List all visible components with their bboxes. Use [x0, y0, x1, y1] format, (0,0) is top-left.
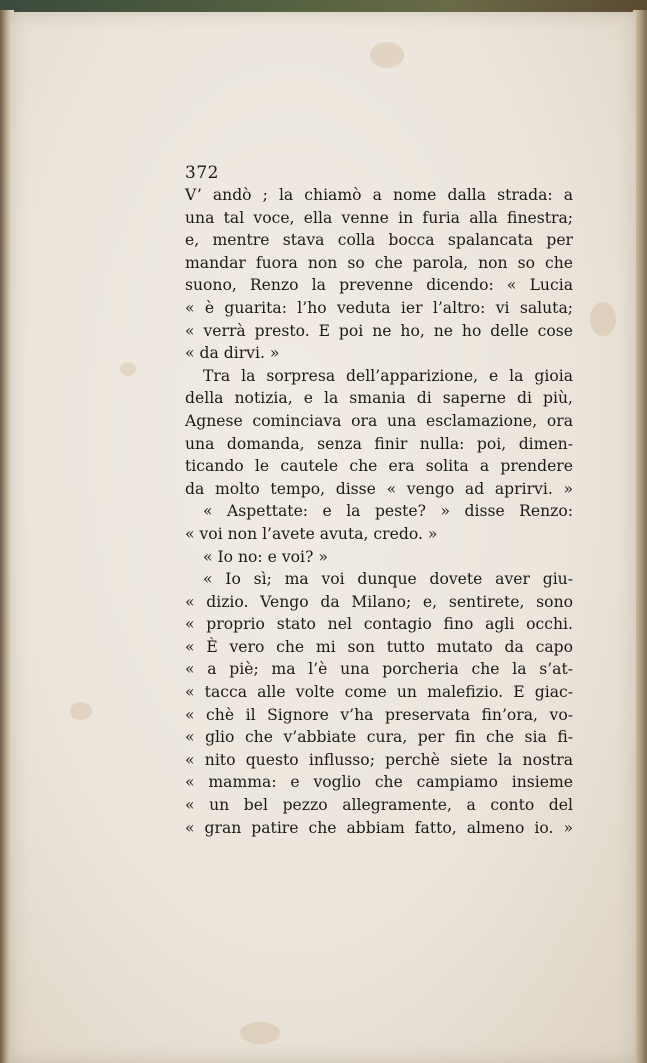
- text-line: della notizia, e la smania di saperne di più,: [185, 389, 573, 408]
- text-line: « Io sì; ma voi dunque dovete aver giu-: [203, 570, 573, 589]
- text-line: « mamma: e voglio che campiamo insieme: [185, 773, 573, 792]
- paper-stain: [70, 702, 92, 720]
- text-line: « chè il Signore v’ha preservata fin’ora, vo-: [185, 705, 573, 724]
- paper-stain: [590, 302, 616, 336]
- text-line: « voi non l’avete avuta, credo. »: [185, 524, 438, 543]
- text-line: Agnese cominciava ora una esclamazione, ora: [185, 411, 573, 430]
- text-line: « a piè; ma l’è una porcheria che la s’at-: [185, 660, 573, 679]
- paper-stain: [120, 362, 136, 376]
- text-line: una tal voce, ella venne in furia alla finestra;: [185, 208, 573, 227]
- paper-stain: [240, 1022, 280, 1044]
- text-line: « dizio. Vengo da Milano; e, sentirete, sono: [185, 592, 573, 611]
- text-line: una domanda, senza finir nulla: poi, dimen-: [185, 434, 573, 453]
- text-line: ticando le cautele che era solita a prendere: [185, 457, 573, 476]
- text-line: « Aspettate: e la peste? » disse Renzo:: [203, 502, 573, 521]
- text-line: « proprio stato nel contagio fino agli occhi.: [185, 615, 573, 634]
- text-line: V’ andò ; la chiamò a nome dalla strada: a: [185, 186, 573, 204]
- page-number: 372: [185, 163, 219, 183]
- text-line: « glio che v’abbiate cura, per fin che sia fi-: [185, 728, 573, 747]
- text-line: « nito questo influsso; perchè siete la nostra: [185, 750, 573, 769]
- text-line: « gran patire che abbiam fatto, almeno io. »: [185, 818, 573, 837]
- text-line: « un bel pezzo allegramente, a conto del: [185, 796, 573, 815]
- text-line: « è guarita: l’ho veduta ier l’altro: vi saluta;: [185, 298, 573, 317]
- text-line: da molto tempo, disse « vengo ad aprirvi. »: [185, 479, 573, 498]
- paper-stain: [370, 42, 404, 68]
- text-line: suono, Renzo la prevenne dicendo: « Lucia: [185, 276, 573, 295]
- text-line: e, mentre stava colla bocca spalancata per: [185, 231, 573, 250]
- text-line: « È vero che mi son tutto mutato da capo: [185, 637, 573, 656]
- text-line: « da dirvi. »: [185, 344, 280, 363]
- text-line: mandar fuora non so che parola, non so che: [185, 253, 573, 272]
- text-line: « verrà presto. E poi ne ho, ne ho delle cose: [185, 321, 573, 340]
- body-text: [185, 162, 573, 839]
- text-line: « tacca alle volte come un malefizio. E giac-: [185, 683, 573, 702]
- text-line: Tra la sorpresa dell’apparizione, e la gioia: [203, 366, 573, 385]
- text-line: « Io no: e voi? »: [203, 547, 328, 566]
